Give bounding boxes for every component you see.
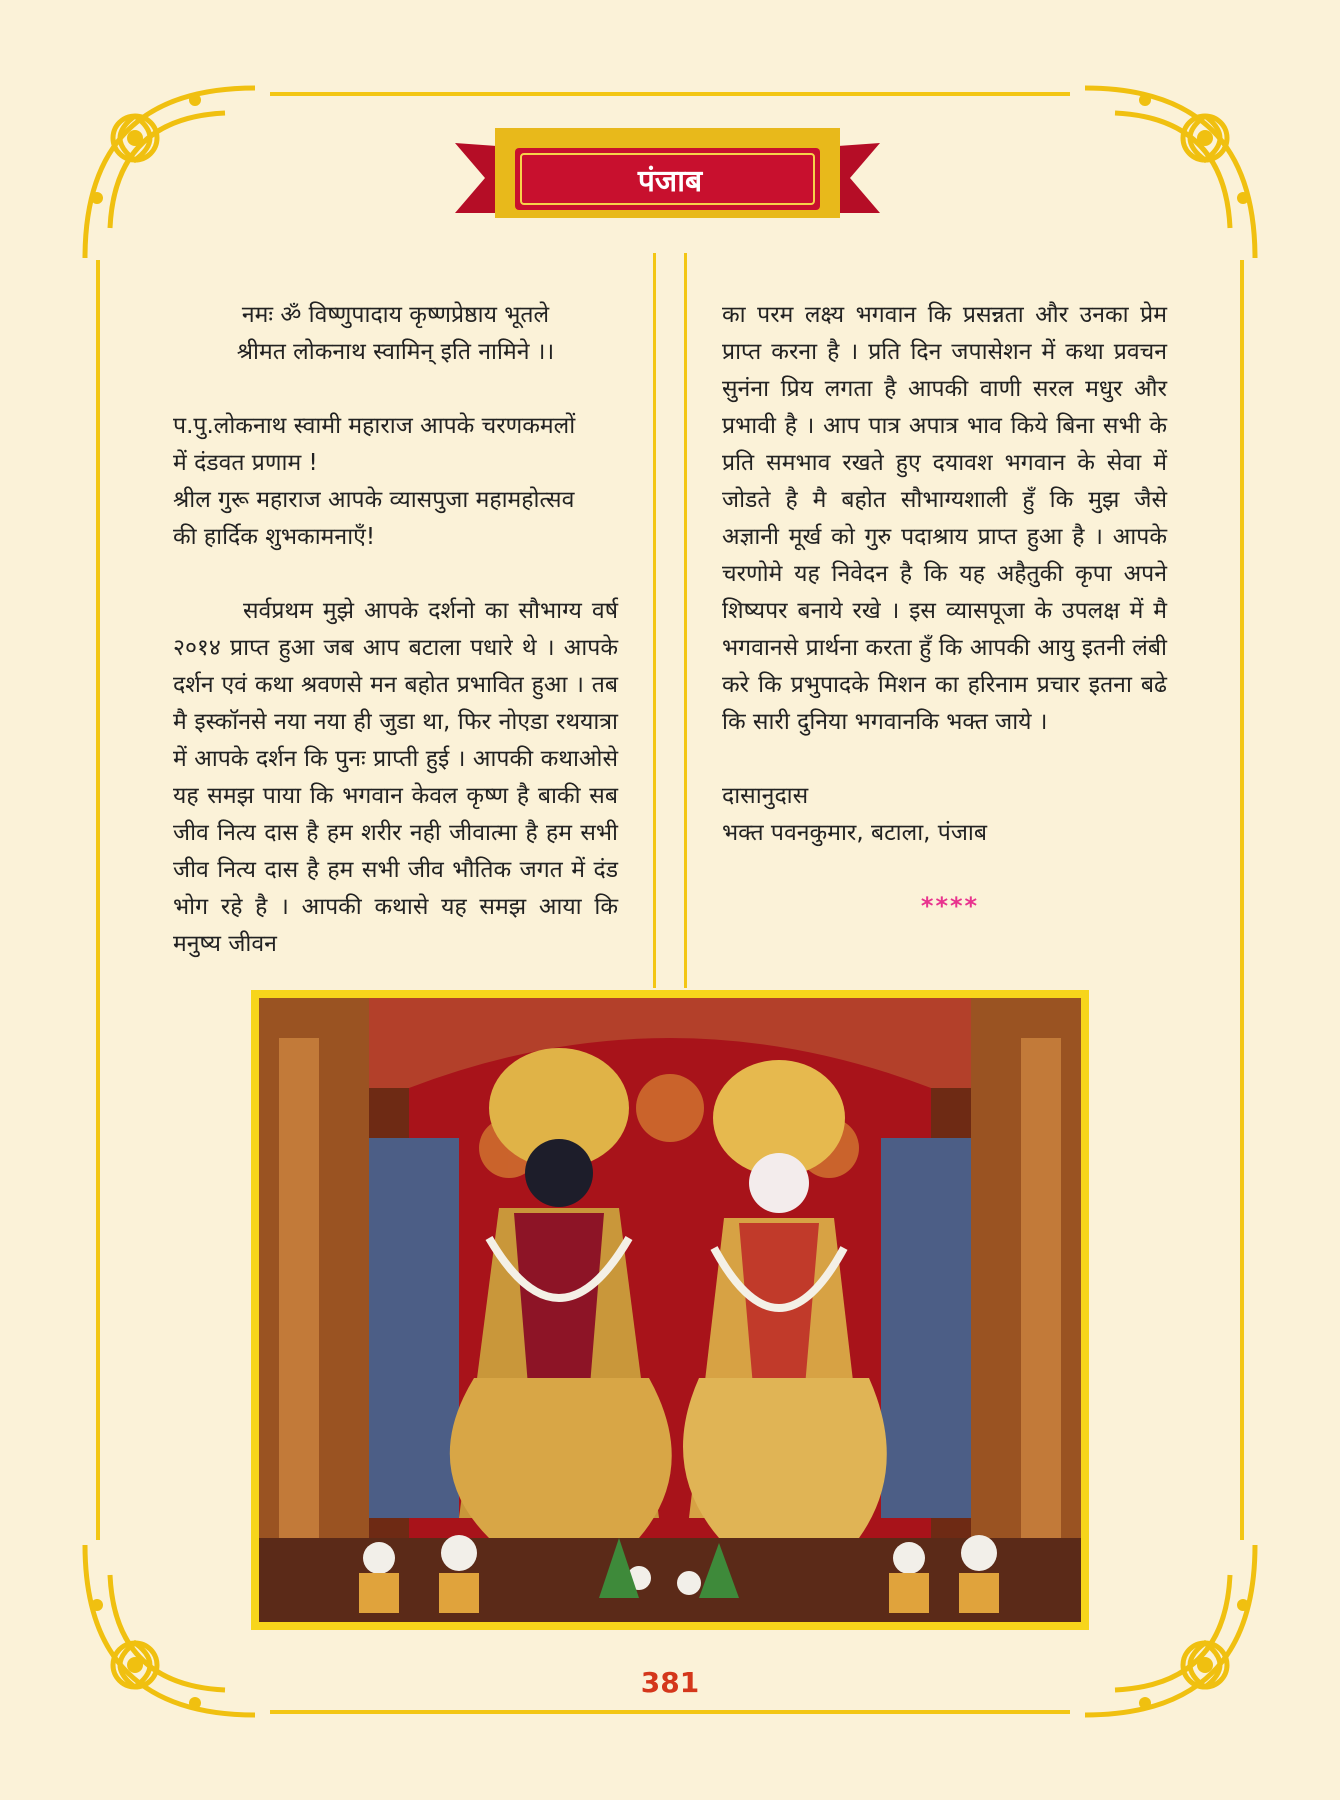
letter-body-right: का परम लक्ष्य भगवान कि प्रसन्नता और उनका प्रेम प्राप्त करना है । प्रति दिन जपासेशन में कथा प्रवचन सुनंना प्रिय लगता है आपकी वाणी सरल मधुर और प्रभावी है । आप पात्र अपात्र भाव किये बिना सभी के प्रति समभाव रखते हुए दयावश भगवान के सेवा में जोडते है मै बहोत सौभाग्यशाली हुँ कि मुझ जैसे अज्ञानी मूर्ख को गुरु पदाश्राय प्राप्त हुआ है । आपके चरणोमे यह निवेदन है कि यह अहैतुकी कृपा अपने शिष्यपर बनाये रखे । इस व्यासपूजा के उपलक्ष में मै भगवानसे प्रार्थना करता हुँ कि आपकी आयु इतनी लंबी करे कि प्रभुपादके मिशन का हरिनाम प्रचार इतना बढे कि सारी दुनिया भगवानकि भक्त जाये । (722, 302, 1167, 735)
right-column (722, 297, 1167, 852)
greeting-line: में दंडवत प्रणाम ! (173, 450, 318, 476)
altar-illustration (259, 998, 1081, 1622)
frame-top-line (270, 92, 1070, 96)
signature: भक्त पवनकुमार, बटाला, पंजाब (722, 820, 988, 846)
region-title: पंजाब (637, 164, 703, 199)
column-divider-right (684, 253, 687, 988)
invocation-verse (173, 297, 618, 371)
greeting-line: की हार्दिक शुभकामनाएँ! (173, 524, 376, 550)
greeting-line: श्रील गुरू महाराज आपके व्यासपुजा महामहोत्सव (173, 487, 575, 513)
page-number: 381 (640, 1666, 700, 1699)
frame-left-line (96, 260, 100, 1540)
greeting (173, 408, 618, 556)
separator-stars: **** (920, 892, 980, 920)
column-divider-left (653, 253, 656, 988)
greeting-line: प.पु.लोकनाथ स्वामी महाराज आपके चरणकमलों (173, 413, 576, 439)
deity-altar-photo (251, 990, 1089, 1630)
letter-body-left: सर्वप्रथम मुझे आपके दर्शनो का सौभाग्य वर्ष २०१४ प्राप्त हुआ जब आप बटाला पधारे थे । आपके दर्शन एवं कथा श्रवणसे मन बहोत प्रभावित हुआ । तब मै इस्कॉनसे नया नया ही जुडा था, फिर नोएडा रथयात्रा में आपके दर्शन कि पुनः प्राप्ती हुई । आपकी कथाओसे यह समझ पाया कि भगवान केवल कृष्ण है बाकी सब जीव नित्य दास है हम शरीर नही जीवात्मा है हम सभी जीव नित्य दास है हम सभी जीव भौतिक जगत में दंड भोग रहे है । आपकी कथासे यह समझ आया कि मनुष्य जीवन (173, 598, 618, 957)
closing: दासानुदास (722, 783, 809, 809)
left-column (173, 297, 618, 963)
frame-bottom-line (270, 1710, 1070, 1714)
invocation-line: नमः ॐ विष्णुपादाय कृष्णप्रेष्ठाय भूतले (241, 302, 550, 328)
frame-right-line (1240, 260, 1244, 1540)
corner-ornament-top-left (75, 78, 285, 288)
corner-ornament-top-right (1055, 78, 1265, 288)
invocation-line: श्रीमत लोकनाथ स्वामिन् इति नामिने ।। (236, 339, 555, 365)
